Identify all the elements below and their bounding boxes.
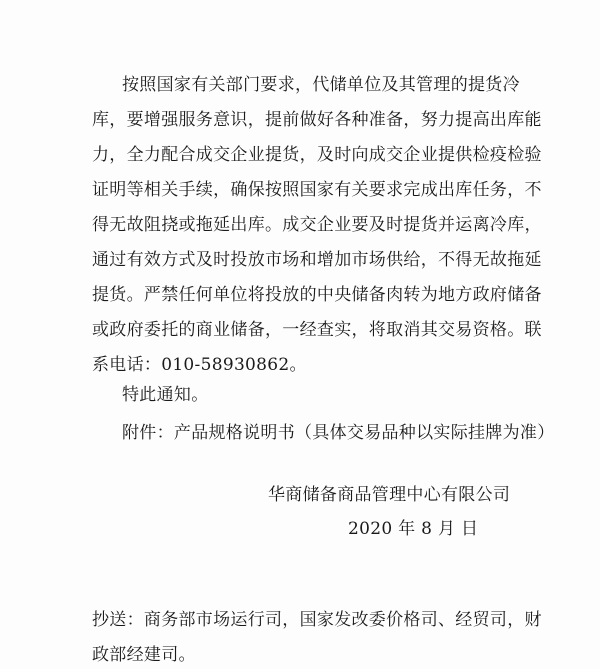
- attachment-note: 附件：产品规格说明书（具体交易品种以实际挂牌为准）: [122, 423, 555, 443]
- issuer-organization: 华商储备商品管理中心有限公司: [268, 485, 511, 505]
- issue-date: 2020 年 8 月 日: [348, 519, 479, 539]
- paragraph-line-9: 系电话：010-58930862。: [92, 355, 307, 375]
- cc-line-2: 政部经建司。: [92, 645, 196, 665]
- paragraph-line-7: 提货。严禁任何单位将投放的中央储备肉转为地方政府储备: [92, 285, 542, 305]
- paragraph-line-6: 通过有效方式及时投放市场和增加市场供给，不得无故拖延: [92, 250, 542, 270]
- paragraph-line-3: 力，全力配合成交企业提货，及时向成交企业提供检疫检验: [92, 145, 542, 165]
- paragraph-line-1: 按照国家有关部门要求，代储单位及其管理的提货冷: [122, 75, 520, 95]
- paragraph-line-4: 证明等相关手续，确保按照国家有关要求完成出库任务，不: [92, 180, 542, 200]
- cc-line-1: 抄送：商务部市场运行司，国家发改委价格司、经贸司，财: [92, 610, 542, 630]
- paragraph-line-2: 库，要增强服务意识，提前做好各种准备，努力提高出库能: [92, 110, 542, 130]
- closing-text: 特此通知。: [122, 385, 209, 405]
- paragraph-line-5: 得无故阻挠或拖延出库。成交企业要及时提货并运离冷库，: [92, 215, 542, 235]
- paragraph-line-8: 或政府委托的商业储备，一经查实，将取消其交易资格。联: [92, 320, 542, 340]
